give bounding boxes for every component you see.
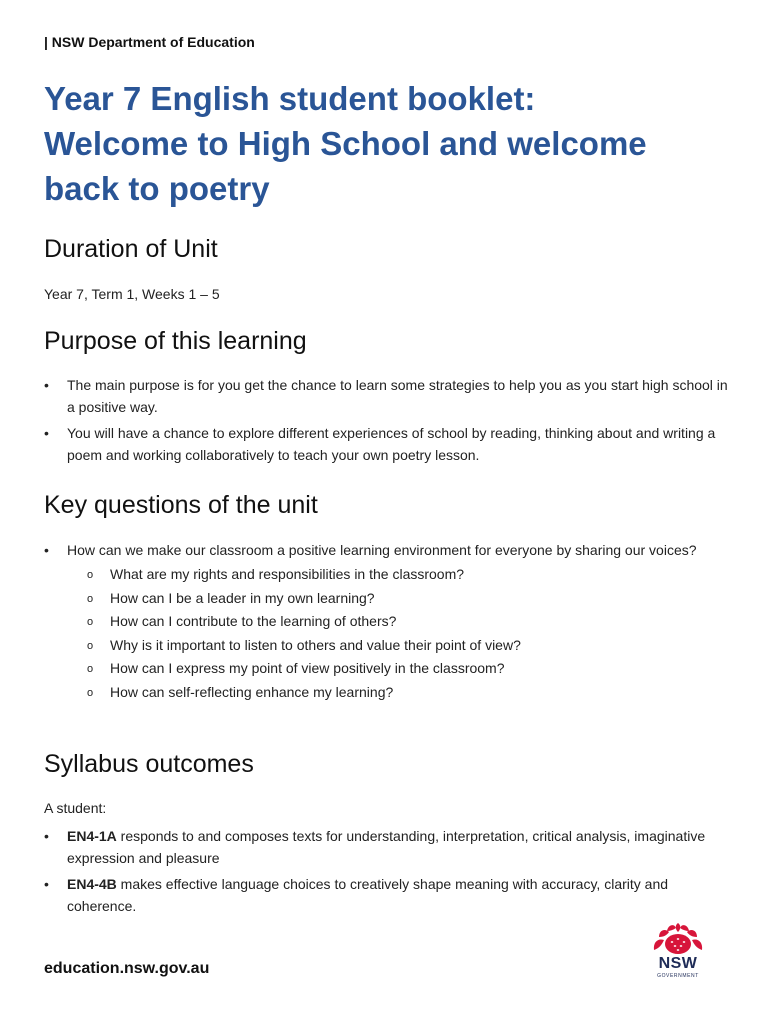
outcome-item <box>44 873 734 917</box>
waratah-icon <box>650 922 706 956</box>
sub-list-item: o How can self-reflecting enhance my learning? <box>67 681 734 705</box>
list-item: • The main purpose is for you get the chance to learn some strategies to help you as you start high school in a positive way. <box>44 374 734 418</box>
sub-list-item: o What are my rights and responsibilities in the classroom? <box>67 563 734 587</box>
title-line-2: Welcome to High School and welcome <box>44 125 647 162</box>
logo-subtext: GOVERNMENT <box>657 973 699 979</box>
sub-list-item: o How can I be a leader in my own learning? <box>67 587 734 611</box>
duration-text: Year 7, Term 1, Weeks 1 – 5 <box>44 286 220 302</box>
sub-list-item: o How can I contribute to the learning of others? <box>67 610 734 634</box>
outcome-code: EN4-4B <box>67 876 117 892</box>
outcomes-intro: A student: <box>44 800 107 816</box>
list-item: • You will have a chance to explore different experiences of school by reading, thinking about and writing a poem and working collaboratively to teach your own poetry lesson. <box>44 422 734 466</box>
outcomes-list <box>44 825 734 921</box>
key-questions-heading: Key questions of the unit <box>44 491 318 519</box>
outcome-code: EN4-1A <box>67 828 117 844</box>
main-question: How can we make our classroom a positive learning environment for everyone by sharing our voices? <box>67 542 697 558</box>
nsw-government-logo <box>650 922 706 982</box>
department-header: | NSW Department of Education <box>44 34 255 50</box>
outcome-text: responds to and composes texts for understanding, interpretation, critical analysis, imaginative expression and pleasure <box>67 828 706 866</box>
outcomes-heading: Syllabus outcomes <box>44 750 254 778</box>
title-line-1: Year 7 English student booklet: <box>44 80 536 117</box>
page-title <box>44 76 734 211</box>
footer-url: education.nsw.gov.au <box>44 960 210 977</box>
sub-list-item: o How can I express my point of view positively in the classroom? <box>67 657 734 681</box>
title-line-3: back to poetry <box>44 170 270 207</box>
key-questions-list <box>44 539 734 708</box>
sub-questions-list <box>67 563 734 704</box>
purpose-heading: Purpose of this learning <box>44 327 307 355</box>
document-page <box>44 0 734 1024</box>
logo-text: NSW <box>658 955 698 972</box>
sub-list-item: o Why is it important to listen to others and value their point of view? <box>67 634 734 658</box>
outcome-text: makes effective language choices to creatively shape meaning with accuracy, clarity and coherence. <box>67 876 669 914</box>
outcome-item <box>44 825 734 869</box>
purpose-list <box>44 374 734 470</box>
list-item <box>44 539 734 704</box>
duration-heading: Duration of Unit <box>44 235 218 263</box>
